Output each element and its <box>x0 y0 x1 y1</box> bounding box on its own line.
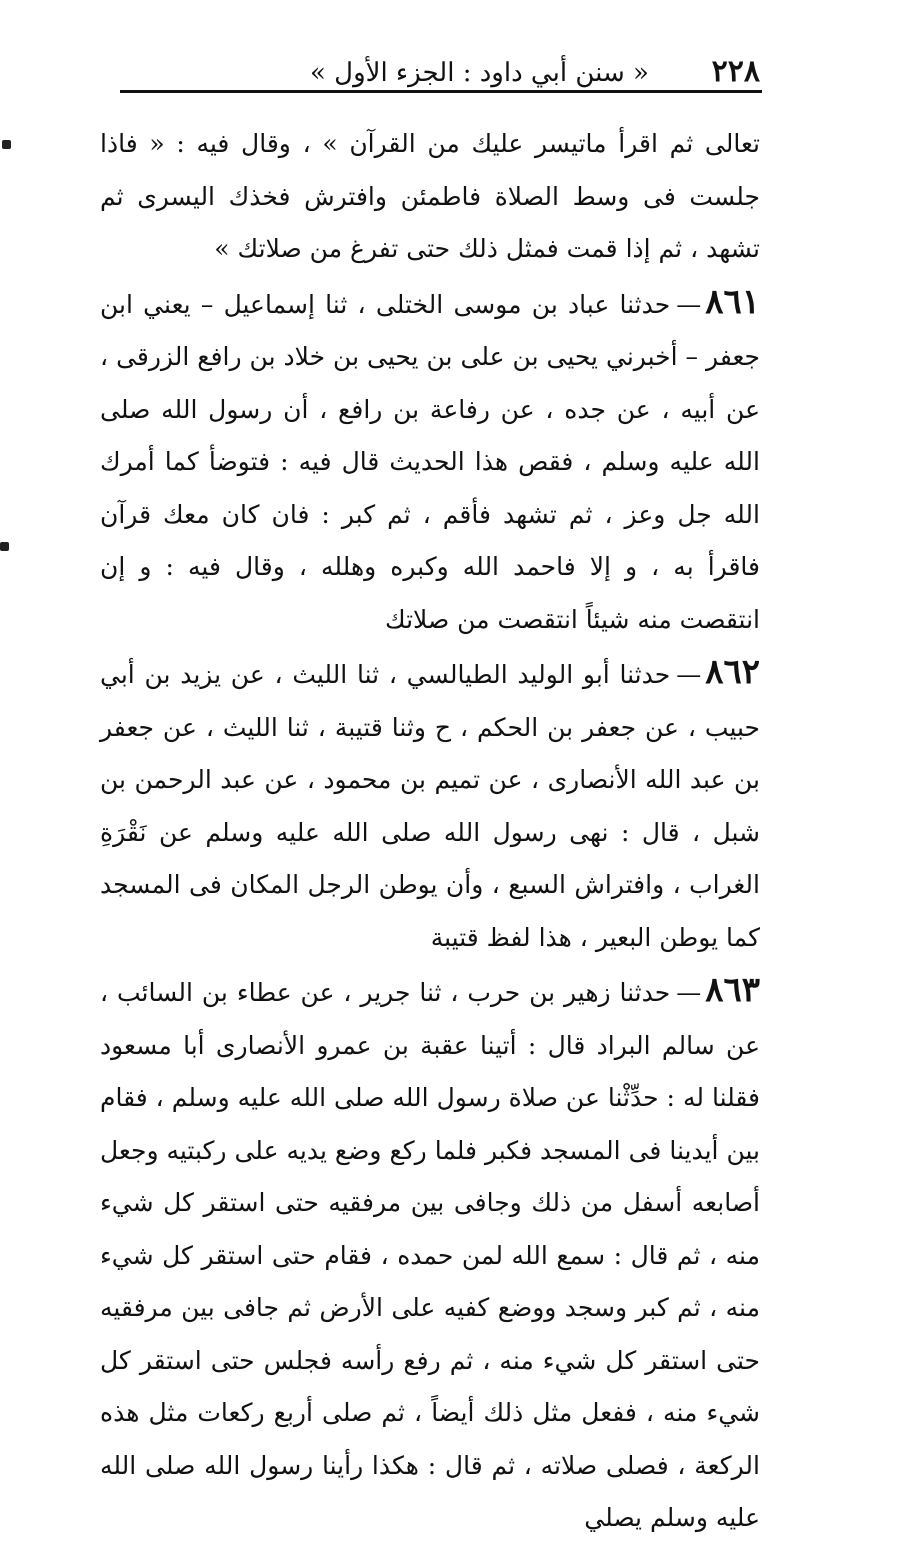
hadith-number: ٨٦١ <box>705 281 760 322</box>
hadith-dash: — <box>676 289 702 319</box>
hadith-text: حدثنا أبو الوليد الطيالسي ، ثنا الليث ، عن يزيد بن أبي حبيب ، عن جعفر بن الحكم ، ح وثنا قتيبة ، ثنا الليث ، عن جعفر بن عبد الله الأنصارى ، عن تميم بن محمود ، عن عبد الرحمن بن شبل ، قال : نهى رسول الله صلى الله عليه وسلم عن نَقْرَةِ الغراب ، وافتراش السبع ، وأن يوطن الرجل المكان فى المسجد كما يوطن البعير ، هذا لفظ قتيبة <box>100 660 761 952</box>
hadith-paragraph <box>100 276 760 647</box>
main-text <box>100 118 760 1545</box>
hadith-number: ٨٦٣ <box>705 970 760 1010</box>
page-number: ٢٢٨ <box>711 54 760 89</box>
hadith-text: حدثنا زهير بن حرب ، ثنا جرير ، عن عطاء بن السائب ، عن سالم البراد قال : أتينا عقبة بن عمرو الأنصارى أبا مسعود فقلنا له : حدِّثْنا عن صلاة رسول الله صلى الله عليه وسلم ، فقام بين أيدينا فى المسجد فكبر فلما ركع وضع يديه على ركبتيه وجعل أصابعه أسفل من ذلك وجافى بين مرفقيه حتى استقر كل شيء منه ، ثم قال : سمع الله لمن حمده ، فقام حتى استقر كل شيء منه ، ثم كبر وسجد ووضع كفيه على الأرض ثم جافى بين مرفقيه حتى استقر كل شيء منه ، ثم رفع رأسه فجلس حتى استقر كل شيء منه ، ففعل مثل ذلك أيضاً ، ثم صلى أربع ركعات مثل هذه الركعة ، فصلى صلاته ، ثم قال : هكذا رأينا رسول الله صلى الله عليه وسلم يصلي <box>100 978 760 1532</box>
hadith-dash: — <box>676 660 702 689</box>
header-rule <box>120 90 762 93</box>
hadith-text: حدثنا عباد بن موسى الختلى ، ثنا إسماعيل – يعني ابن جعفر – أخبرني يحيى بن على بن يحيى بن خلاد بن رافع الزرقى ، عن أبيه ، عن جده ، عن رفاعة بن رافع ، أن رسول الله صلى الله عليه وسلم ، فقص هذا الحديث قال فيه : فتوضأ كما أمرك الله جل وعز ، ثم تشهد فأقم ، ثم كبر : فان كان معك قرآن فاقرأ به ، و إلا فاحمد الله وكبره وهلله ، وقال فيه : و إن انتقصت منه شيئاً انتقصت من صلاتك <box>100 289 760 634</box>
running-head: « سنن أبي داود : الجزء الأول » <box>310 58 649 88</box>
margin-mark <box>2 140 11 149</box>
hadith-paragraph <box>100 646 760 964</box>
continuation-paragraph: تعالى ثم اقرأ ماتيسر عليك من القرآن » ، وقال فيه : « فاذا جلست فى وسط الصلاة فاطمئن وافترش فخذك اليسرى ثم تشهد ، ثم إذا قمت فمثل ذلك حتى تفرغ من صلاتك » <box>100 129 760 263</box>
margin-mark <box>0 542 9 551</box>
hadith-dash: — <box>676 978 702 1007</box>
hadith-paragraph <box>100 964 760 1545</box>
hadith-number: ٨٦٢ <box>705 652 760 692</box>
page-header <box>120 48 760 88</box>
